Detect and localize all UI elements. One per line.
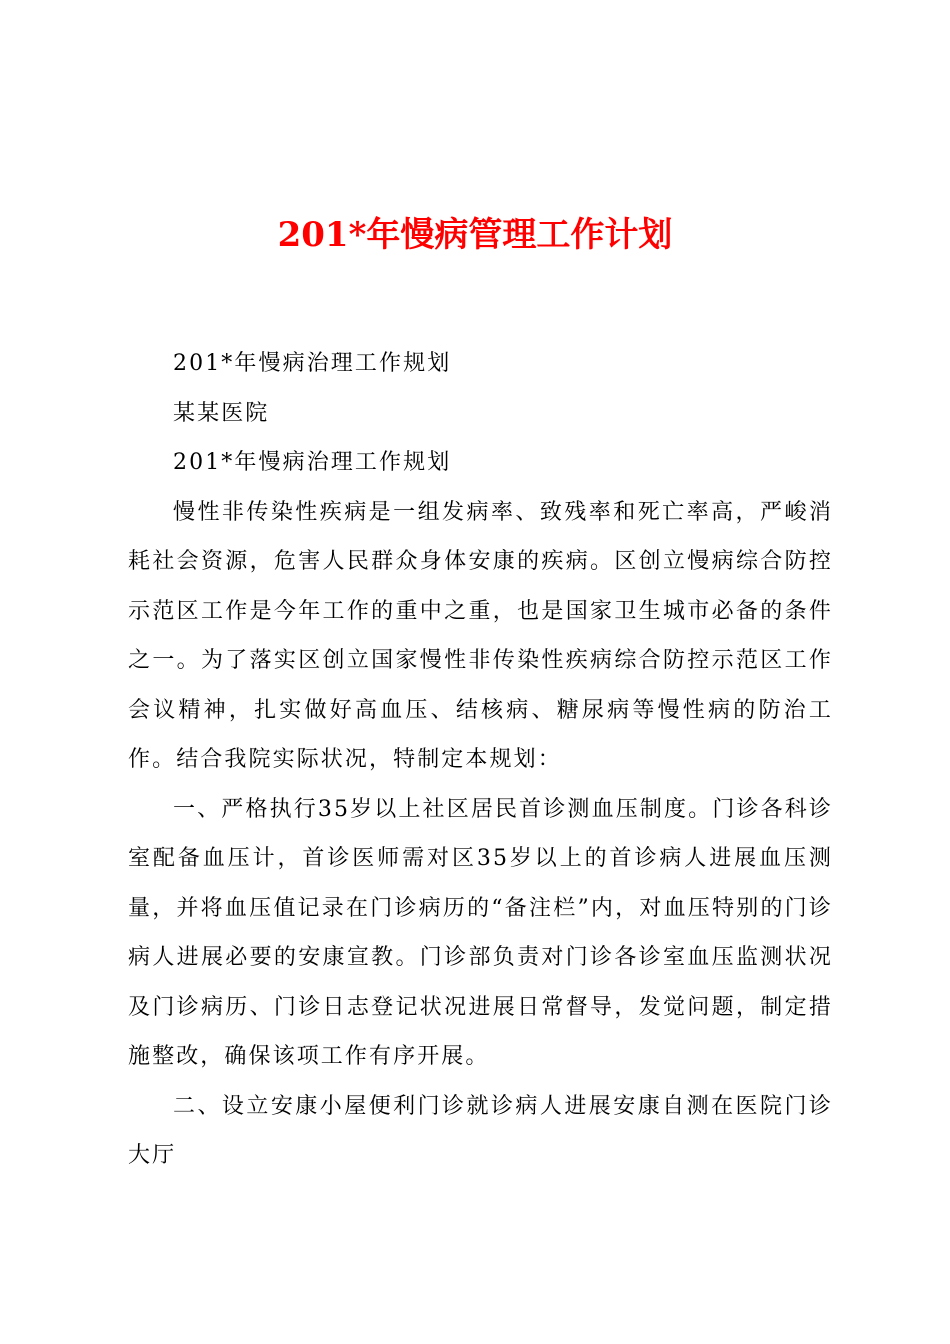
- paragraph-item-1: 一、严格执行35岁以上社区居民首诊测血压制度。门诊各科诊室配备血压计，首诊医师需对区35岁以上的首诊病人进展血压测量，并将血压值记录在门诊病历的“备注栏”内，对血压特别的门诊病人进展必要的安康宣教。门诊部负责对门诊各诊室血压监测状况及门诊病历、门诊日志登记状况进展日常督导，发觉问题，制定措施整改，确保该项工作有序开展。: [128, 796, 833, 1069]
- paragraph-item-2: 二、设立安康小屋便利门诊就诊病人进展安康自测在医院门诊大厅: [128, 1093, 833, 1168]
- paragraph-intro: 慢性非传染性疾病是一组发病率、致残率和死亡率高，严峻消耗社会资源，危害人民群众身体安康的疾病。区创立慢病综合防控示范区工作是今年工作的重中之重，也是国家卫生城市必备的条件之一。为了落实区创立国家慢性非传染性疾病综合防控示范区工作会议精神，扎实做好高血压、结核病、糖尿病等慢性病的防治工作。结合我院实际状况，特制定本规划：: [128, 499, 833, 772]
- plan-heading: 201*年慢病治理工作规划: [173, 450, 452, 475]
- plan-subtitle: 201*年慢病治理工作规划: [173, 351, 452, 376]
- document-title: 201*年慢病管理工作计划: [277, 215, 673, 255]
- document-body: [128, 339, 833, 1181]
- organization-name: 某某医院: [173, 400, 270, 426]
